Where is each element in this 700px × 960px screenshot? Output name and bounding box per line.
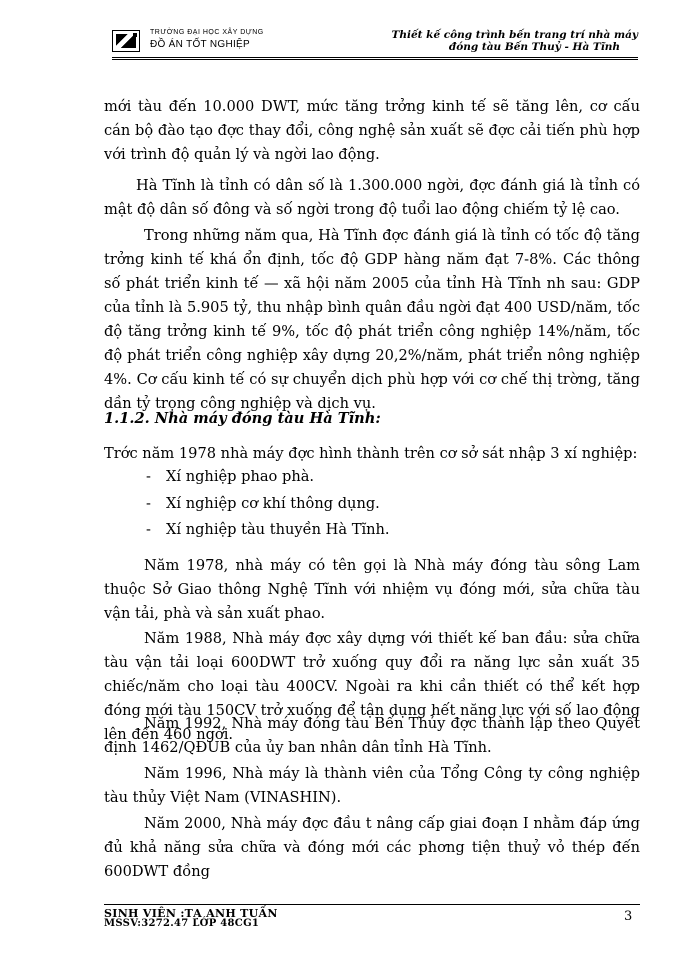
paragraph-8: Năm 1996, Nhà máy là thành viên của Tổng Công ty công nghiệp tàu thủy Việt Nam (VINASHIN). bbox=[104, 765, 640, 806]
list-item bbox=[146, 468, 314, 485]
list-item bbox=[146, 521, 390, 538]
bullet-dash: - bbox=[146, 521, 151, 538]
paragraph-6: Năm 1988, Nhà máy đợc xây dựng với thiết kế ban đầu: sửa chữa tàu vận tải loại 600DWT trở xuống quy đổi ra năng lực sản xuất 35 chiếc/năm cho loại tàu 400CV. Ngoài ra khi cần thiết có thể kết hợp đóng mới tàu 150CV trở xuống để tận dụng hết năng lực với số lao động lên đến 460 ngời. bbox=[104, 630, 640, 743]
list-item-text: Xí nghiệp cơ khí thông dụng. bbox=[166, 495, 380, 512]
paragraph-4: Trớc năm 1978 nhà máy đợc hình thành trên cơ sở sát nhập 3 xí nghiệp: bbox=[104, 445, 638, 462]
footer-rule bbox=[104, 904, 640, 905]
page-header bbox=[112, 30, 638, 56]
thesis-title-line1: Thiết kế công trình bến trang trí nhà máy bbox=[391, 29, 638, 41]
page-number: 3 bbox=[624, 909, 633, 924]
paragraph-7: Năm 1992, Nhà máy đóng tàu Bến Thủy đợc thành lập theo Quyết định 1462/QĐUB của ủy ban nhân dân tỉnh Hà Tĩnh. bbox=[104, 715, 640, 756]
paragraph-2: Hà Tĩnh là tỉnh có dân số là 1.300.000 ngời, đợc đánh giá là tỉnh có mật độ dân số đông và số ngời trong độ tuổi lao động chiếm tỷ lệ cao. bbox=[104, 177, 640, 218]
header-rule-thin bbox=[112, 59, 638, 60]
paragraph-9: Năm 2000, Nhà máy đợc đầu t nâng cấp giai đoạn I nhằm đáp ứng đủ khả năng sửa chữa và đóng mới các phơng tiện thuỷ vỏ thép đến 600DWT đồng bbox=[104, 815, 640, 880]
list-item bbox=[146, 495, 380, 512]
paragraph-1: mới tàu đến 10.000 DWT, mức tăng trởng kinh tế sẽ tăng lên, cơ cấu cán bộ đào tạo đợc thay đổi, công nghệ sản xuất sẽ đợc cải tiến phù hợp với trình độ quản lý và ngời lao động. bbox=[104, 98, 640, 163]
paragraph-3: Trong những năm qua, Hà Tĩnh đợc đánh giá là tỉnh có tốc độ tăng trởng kinh tế khá ổn định, tốc độ GDP hàng năm đạt 7-8%. Các thông số phát triển kinh tế — xã hội năm 2005 của tỉnh Hà Tĩnh nh sau: GDP của tỉnh là 5.905 tỷ, thu nhập bình quân đầu ngời đạt 400 USD/năm, tốc độ tăng trởng kinh tế 9%, tốc độ phát triển công nghiệp 14%/năm, tốc độ phát triển công nghiệp xây dựng 20,2%/năm, phát triển nông nghiệp 4%. Cơ cấu kinh tế có sự chuyển dịch phù hợp với cơ chế thị trờng, tăng dần tỷ trọng công nghiệp và dịch vụ. bbox=[104, 227, 640, 412]
university-logo-icon bbox=[112, 30, 140, 52]
header-rule bbox=[112, 57, 638, 58]
list-item-text: Xí nghiệp phao phà. bbox=[166, 468, 315, 485]
paragraph-5: Năm 1978, nhà máy có tên gọi là Nhà máy đóng tàu sông Lam thuộc Sở Giao thông Nghệ Tĩnh với nhiệm vụ đóng mới, sửa chữa tàu vận tải, phà và sản xuất phao. bbox=[104, 557, 640, 622]
school-name: TRƯỜNG ĐẠI HỌC XÂY DỰNG bbox=[150, 29, 264, 36]
list-item-text: Xí nghiệp tàu thuyền Hà Tĩnh. bbox=[166, 521, 390, 538]
section-heading: 1.1.2. Nhà máy đóng tàu Hà Tĩnh: bbox=[104, 410, 381, 427]
student-name: SINH VIÊN :TẠ ANH TUẤN bbox=[104, 907, 278, 920]
student-id-class: MSSV:3272.47 LỚP 48CG1 bbox=[104, 918, 260, 929]
project-label: ĐỒ ÁN TỐT NGHIỆP bbox=[150, 39, 250, 50]
thesis-title-line2: đóng tàu Bến Thuỷ - Hà Tĩnh bbox=[448, 41, 620, 53]
bullet-dash: - bbox=[146, 468, 151, 485]
bullet-dash: - bbox=[146, 495, 151, 512]
